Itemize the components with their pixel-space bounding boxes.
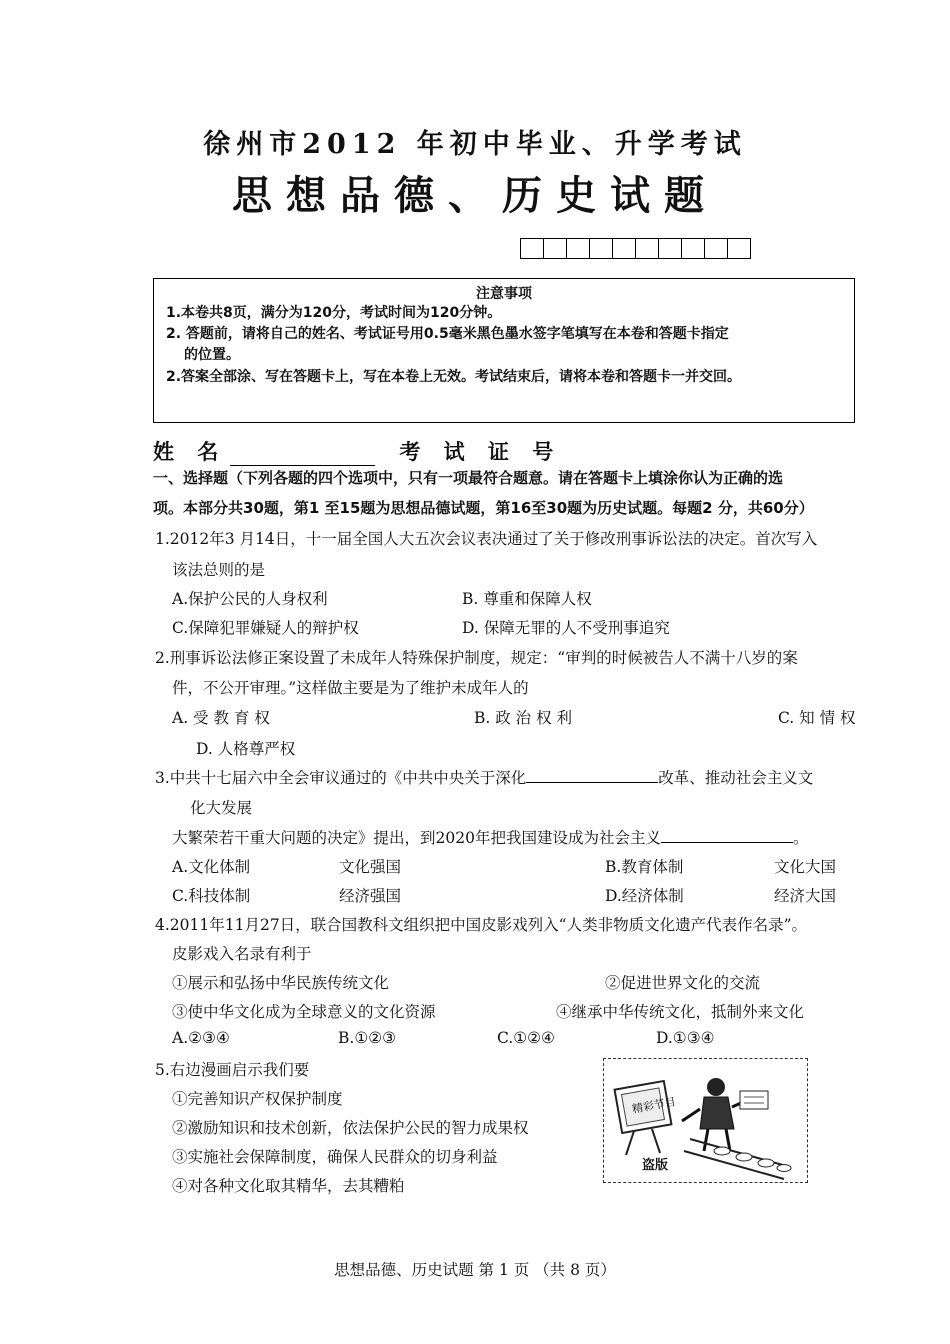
question-2: 2.刑事诉讼法修正案设置了未成年人特殊保护制度，规定：“审判的时候被告人不满十八岁的案 [155, 649, 798, 667]
option-c: C.①②④ [497, 1029, 555, 1047]
cartoon-caption: 盗版 [642, 1158, 669, 1173]
option-a: A.保护公民的人身权利 [172, 590, 328, 608]
question-1: 1.2012年3 月14日，十一届全国人大五次会议表决通过了关于修改刑事诉讼法的决定。首次写入 [155, 530, 818, 548]
option-c: C.保障犯罪嫌疑人的辩护权 [172, 619, 359, 637]
exam-id-label: 考 试 证 号 [399, 440, 562, 464]
exam-title: 徐州市2012 年初中毕业、升学考试 [203, 129, 747, 160]
question-4: 4.2011年11月27日，联合国教科文组织把中国皮影戏列入“人类非物质文化遗产代表作名录”。 [155, 916, 808, 934]
answer-blank [661, 828, 793, 843]
notice-item: 2.答案全部涂、写在答题卡上，写在本卷上无效。考试结束后，请将本卷和答题卡一并交回。 [166, 369, 742, 385]
option-d: D.经济体制 [605, 887, 684, 905]
section-instructions: 一、选择题（下列各题的四个选项中，只有一项最符合题意。请在答题卡上填涂你认为正确的选 [153, 469, 784, 487]
question-4-cont: 皮影戏入名录有利于 [172, 945, 312, 963]
option-a: A.②③④ [172, 1029, 230, 1047]
question-3-line3 [172, 826, 808, 848]
option-a: A. 受 教 育 权 [172, 709, 270, 727]
notice-title: 注意事项 [476, 286, 532, 302]
screen-text: 精彩节目 [631, 1095, 677, 1116]
name-row [153, 436, 561, 466]
piracy-cartoon [603, 1058, 808, 1183]
question-3-text: 3.中共十七届六中全会审议通过的《中共中央关于深化 [155, 769, 527, 787]
option-c-2: 经济强国 [339, 887, 402, 905]
question-2-cont: 件，不公开审理。”这样做主要是为了维护未成年人的 [172, 679, 529, 697]
option-d: D.①③④ [656, 1029, 715, 1047]
cartoon-illustration [604, 1059, 806, 1181]
statement-3: ③实施社会保障制度，确保人民群众的切身利益 [172, 1148, 498, 1166]
question-5: 5.右边漫画启示我们要 [155, 1061, 310, 1079]
option-c: C. 知 情 权 [778, 709, 856, 727]
statement-4: ④对各种文化取其精华，去其糟粕 [172, 1177, 405, 1195]
option-d: D. 保障无罪的人不受刑事追究 [462, 619, 670, 637]
option-a: A.文化体制 [172, 858, 251, 876]
statement-2: ②激励知识和技术创新，依法保护公民的智力成果权 [172, 1119, 529, 1137]
statement-1: ①展示和弘扬中华民族传统文化 [172, 974, 390, 992]
option-d-2: 经济大国 [774, 887, 837, 905]
question-1-cont: 该法总则的是 [172, 561, 266, 579]
notice-box [153, 278, 855, 423]
question-3 [155, 766, 813, 788]
option-a-2: 文化强国 [339, 858, 402, 876]
option-b-2: 文化大国 [774, 858, 837, 876]
option-c: C.科技体制 [172, 887, 251, 905]
question-3-end: 。 [792, 829, 809, 847]
question-3-text-2: 改革、推动社会主义文 [658, 769, 814, 787]
notice-item: 1.本卷共8页，满分为120分，考试时间为120分钟。 [166, 305, 502, 321]
question-3-cont: 化大发展 [190, 799, 253, 817]
name-label: 姓 名 [153, 440, 227, 464]
option-b: B. 政 治 权 利 [474, 709, 573, 727]
exam-id-boxes [520, 238, 751, 259]
answer-blank [526, 768, 658, 783]
statement-2: ②促进世界文化的交流 [605, 974, 761, 992]
option-b: B.①②③ [338, 1029, 397, 1047]
question-3-text-3: 大繁荣若干重大问题的决定》提出，到2020年把我国建设成为社会主义 [172, 829, 661, 847]
name-field[interactable] [230, 445, 375, 466]
statement-1: ①完善知识产权保护制度 [172, 1090, 343, 1108]
option-b: B. 尊重和保障人权 [462, 590, 592, 608]
notice-item: 的位置。 [184, 347, 240, 363]
notice-item: 2. 答题前，请将自己的姓名、考试证号用0.5毫米黑色墨水签字笔填写在本卷和答题卡指定 [166, 326, 729, 342]
option-d: D. 人格尊严权 [196, 740, 296, 758]
statement-3: ③使中华文化成为全球意义的文化资源 [172, 1003, 436, 1021]
subject-title: 思想品德、历史试题 [232, 173, 718, 219]
option-b: B.教育体制 [605, 858, 684, 876]
statement-4: ④继承中华传统文化，抵制外来文化 [556, 1003, 805, 1021]
page-footer: 思想品德、历史试题 第 1 页 （共 8 页） [334, 1261, 616, 1279]
section-instructions-2: 项。本部分共30题，第1 至15题为思想品德试题，第16至30题为历史试题。每题2 分，共60分） [153, 499, 814, 517]
